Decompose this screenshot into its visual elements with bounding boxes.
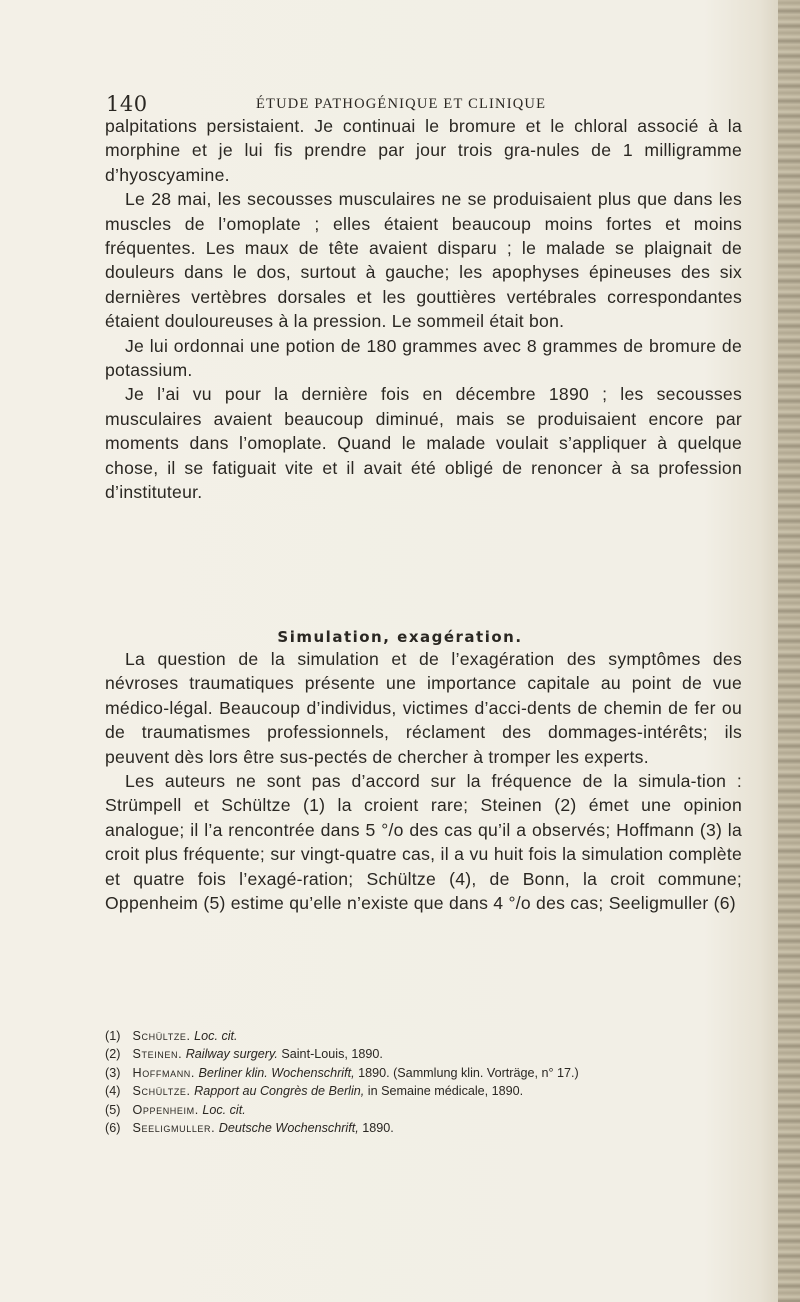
footnote-rest: in Semaine médicale, 1890. [367,1084,524,1099]
paragraph: La question de la simulation et de l’exagération des symptômes des névroses traumatiques présente une importance capitale au point de vue médico-légal. Beaucoup d’individus, victimes d’acci-dents de chemin de fer ou de traumatismes professionnels, réclament des dommages-intérêts; ils peuvent dès lors être sus-pectés de chercher à tromper les experts. [105,649,742,767]
paragraph: Je l’ai vu pour la dernière fois en décembre 1890 ; les secousses musculaires avaient beaucoup diminué, mais se produisaient encore par moments dans l’omoplate. Quand le malade voulait s’appliquer à quelque chose, il se fatiguait vite et il avait été obligé de renoncer à sa profession d’instituteur. [105,384,742,503]
body-text-part1 [105,114,742,505]
footnote-number: (3) [105,1065,121,1080]
footnote-number: (4) [105,1084,121,1099]
footnote-rest: 1890. (Sammlung klin. Vorträge, n° 17.) [358,1065,579,1080]
footnote-rest: Saint-Louis, 1890. [281,1047,383,1062]
footnote-title: Berliner klin. Wochenschrift, [198,1065,355,1080]
footnote-title: Loc. cit. [194,1029,238,1043]
footnote [105,1027,742,1045]
body-text-part2 [105,647,742,915]
footnote-title: Railway surgery. [185,1047,278,1062]
paragraph: Je lui ordonnai une potion de 180 grammes avec 8 grammes de bromure de potassium. [105,335,742,381]
paragraph: Le 28 mai, les secousses musculaires ne se produisaient plus que dans les muscles de l’omoplate ; elles étaient beaucoup moins fortes et moins fréquentes. Les maux de tête avaient disparu ; le malade se plaignait de douleurs dans le dos, surtout à gauche; les apophyses épineuses des six dernières vertèbres dorsales et les gouttières vertébrales correspondantes étaient douloureuses à la pression. Le sommeil était bon. [105,189,742,332]
footnote [105,1064,742,1082]
running-title: ÉTUDE PATHOGÉNIQUE ET CLINIQUE [256,96,547,112]
footnote-number: (1) [105,1029,121,1043]
page-edge-shadow [778,0,800,1302]
footnote-title: Rapport au Congrès de Berlin, [194,1084,365,1099]
footnote-title: Loc. cit. [202,1102,246,1117]
footnote [105,1045,742,1063]
footnote-author: Seeligmuller. [132,1121,216,1136]
page-number: 140 [106,92,148,116]
footnote-number: (2) [105,1047,121,1062]
footnote-author: Schültze. [132,1084,191,1099]
section-heading: Simulation, exagération. [277,628,523,646]
footnotes [105,1027,742,1137]
paragraph: palpitations persistaient. Je continuai le bromure et le chloral associé à la morphine et je lui fis prendre par jour trois gra-nules de 1 milligramme d’hyoscyamine. [105,116,742,185]
footnote [105,1082,742,1100]
footnote-number: (6) [105,1121,121,1136]
footnote-number: (5) [105,1102,121,1117]
footnote [105,1119,742,1137]
footnote-author: Hoffmann. [132,1065,195,1080]
footnote-author: Steinen. [132,1047,183,1062]
footnote-rest: 1890. [362,1121,394,1136]
paragraph: Les auteurs ne sont pas d’accord sur la fréquence de la simula-tion : Strümpell et Schültze (1) la croient rare; Steinen (2) émet une opinion analogue; il l’a rencontrée dans 5 °/o des cas qu’il a observés; Hoffmann (3) la croit plus fréquente; sur vingt-quatre cas, il a vu huit fois la simulation complète et quatre fois l’exagé-ration; Schültze (4), de Bonn, la croit commune; Oppenheim (5) estime qu’elle n’existe que dans 4 °/o des cas; Seeligmuller (6) [105,771,742,914]
footnote-author: Oppenheim. [132,1102,199,1117]
footnote [105,1101,742,1119]
footnote-author: Schültze. [132,1029,191,1043]
footnote-title: Deutsche Wochenschrift, [218,1121,359,1136]
